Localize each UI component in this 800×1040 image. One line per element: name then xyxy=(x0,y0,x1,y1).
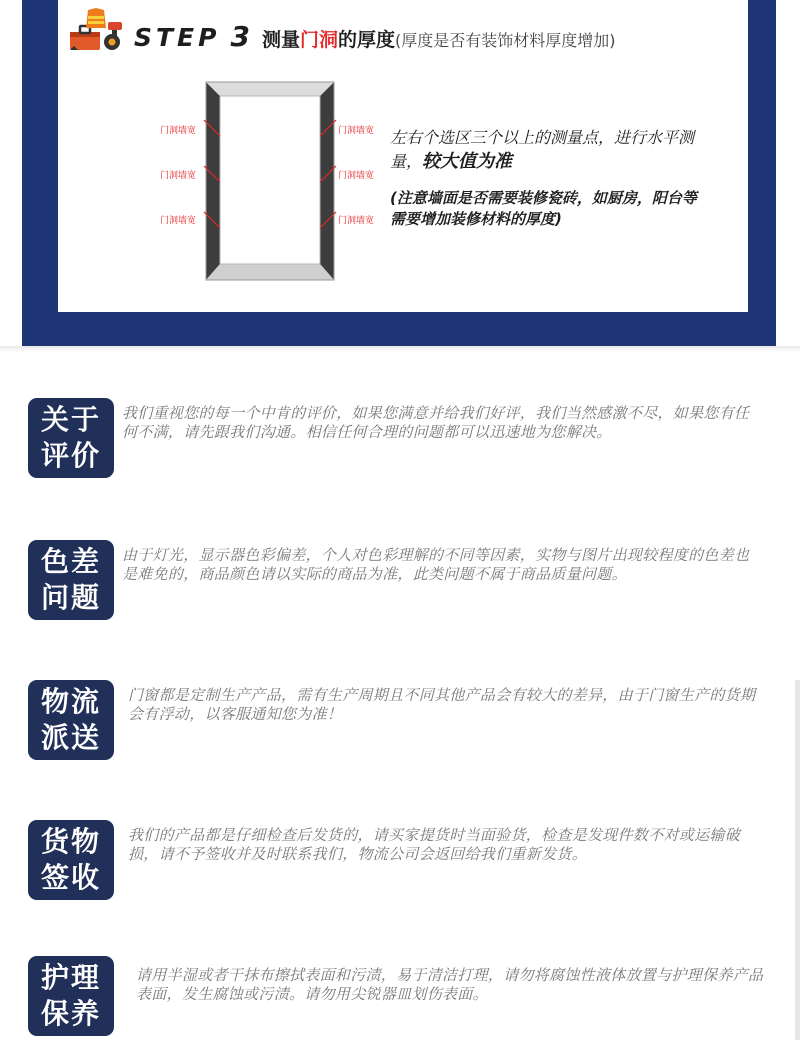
measure-description-emphasis: 较大值为准 xyxy=(422,151,513,172)
title-part-a: 测量 xyxy=(261,29,300,51)
badge-line-top: 货物 xyxy=(40,825,101,858)
door-frame-left-side xyxy=(206,82,220,280)
section-badge xyxy=(28,956,114,1036)
side-scroll-line xyxy=(795,680,800,1040)
section-text: 我们的产品都是仔细检查后发货的，请买家提货时当面验货，检查是发现件数不对或运输破损，请不予签收并及时联系我们，物流公司会返回给我们重新发货。 xyxy=(128,826,741,863)
measure-label: 门洞墙宽 xyxy=(338,171,375,181)
section-text: 门窗都是定制生产产品，需有生产周期且不同其他产品会有较大的差异，由于门窗生产的货期会有浮动，以客服通知您为准！ xyxy=(128,686,756,723)
section-badge xyxy=(28,540,114,620)
title-part-b: 的厚度 xyxy=(337,29,395,51)
measure-label: 门洞墙宽 xyxy=(160,216,197,226)
badge-line-top: 色差 xyxy=(40,545,101,578)
badge-line-top: 物流 xyxy=(40,685,101,718)
measure-label: 门洞墙宽 xyxy=(338,216,375,226)
door-frame-bottom xyxy=(206,264,334,280)
badge-line-bottom: 保养 xyxy=(40,997,101,1030)
measure-label: 门洞墙宽 xyxy=(160,126,197,136)
door-frame-top xyxy=(206,82,334,96)
section-divider xyxy=(0,346,800,352)
badge-line-top: 护理 xyxy=(40,961,101,994)
measure-label: 门洞墙宽 xyxy=(338,126,375,136)
badge-line-bottom: 评价 xyxy=(40,439,101,472)
measure-label: 门洞墙宽 xyxy=(160,171,197,181)
measure-description-text: 左右个选区三个以上的测量点，进行水平测量， xyxy=(390,128,695,171)
section-text: 我们重视您的每一个中肯的评价，如果您满意并给我们好评，我们当然感激不尽，如果您有任何不满，请先跟我们沟通。相信任何合理的问题都可以迅速地为您解决。 xyxy=(122,404,750,441)
section-badge xyxy=(28,820,114,900)
badge-line-bottom: 问题 xyxy=(40,581,101,614)
step-title xyxy=(134,20,616,56)
tools-icon xyxy=(68,6,126,54)
door-frame-right-side xyxy=(320,82,334,280)
door-frame-diagram xyxy=(150,74,390,288)
title-highlight: 门洞 xyxy=(299,29,338,51)
section-badge xyxy=(28,680,114,760)
section-text: 请用半湿或者干抹布擦拭表面和污渍，易于清洁打理，请勿将腐蚀性液体放置与护理保养产品表面，发生腐蚀或污渍。请勿用尖锐器皿划伤表面。 xyxy=(136,966,764,1003)
measure-description xyxy=(390,126,710,174)
title-note: (厚度是否有装饰材料厚度增加) xyxy=(395,31,616,50)
badge-line-top: 关于 xyxy=(40,403,101,436)
step-number: 3 xyxy=(230,20,250,53)
measure-note: (注意墙面是否需要装修瓷砖，如厨房，阳台等需要增加装修材料的厚度) xyxy=(390,189,697,228)
badge-line-bottom: 派送 xyxy=(40,721,101,754)
section-badge xyxy=(28,398,114,478)
step-word: STEP xyxy=(134,23,221,52)
section-text: 由于灯光，显示器色彩偏差，个人对色彩理解的不同等因素，实物与图片出现较程度的色差也是难免的，商品颜色请以实际的商品为准，此类问题不属于商品质量问题。 xyxy=(122,546,750,583)
badge-line-bottom: 签收 xyxy=(40,861,101,894)
